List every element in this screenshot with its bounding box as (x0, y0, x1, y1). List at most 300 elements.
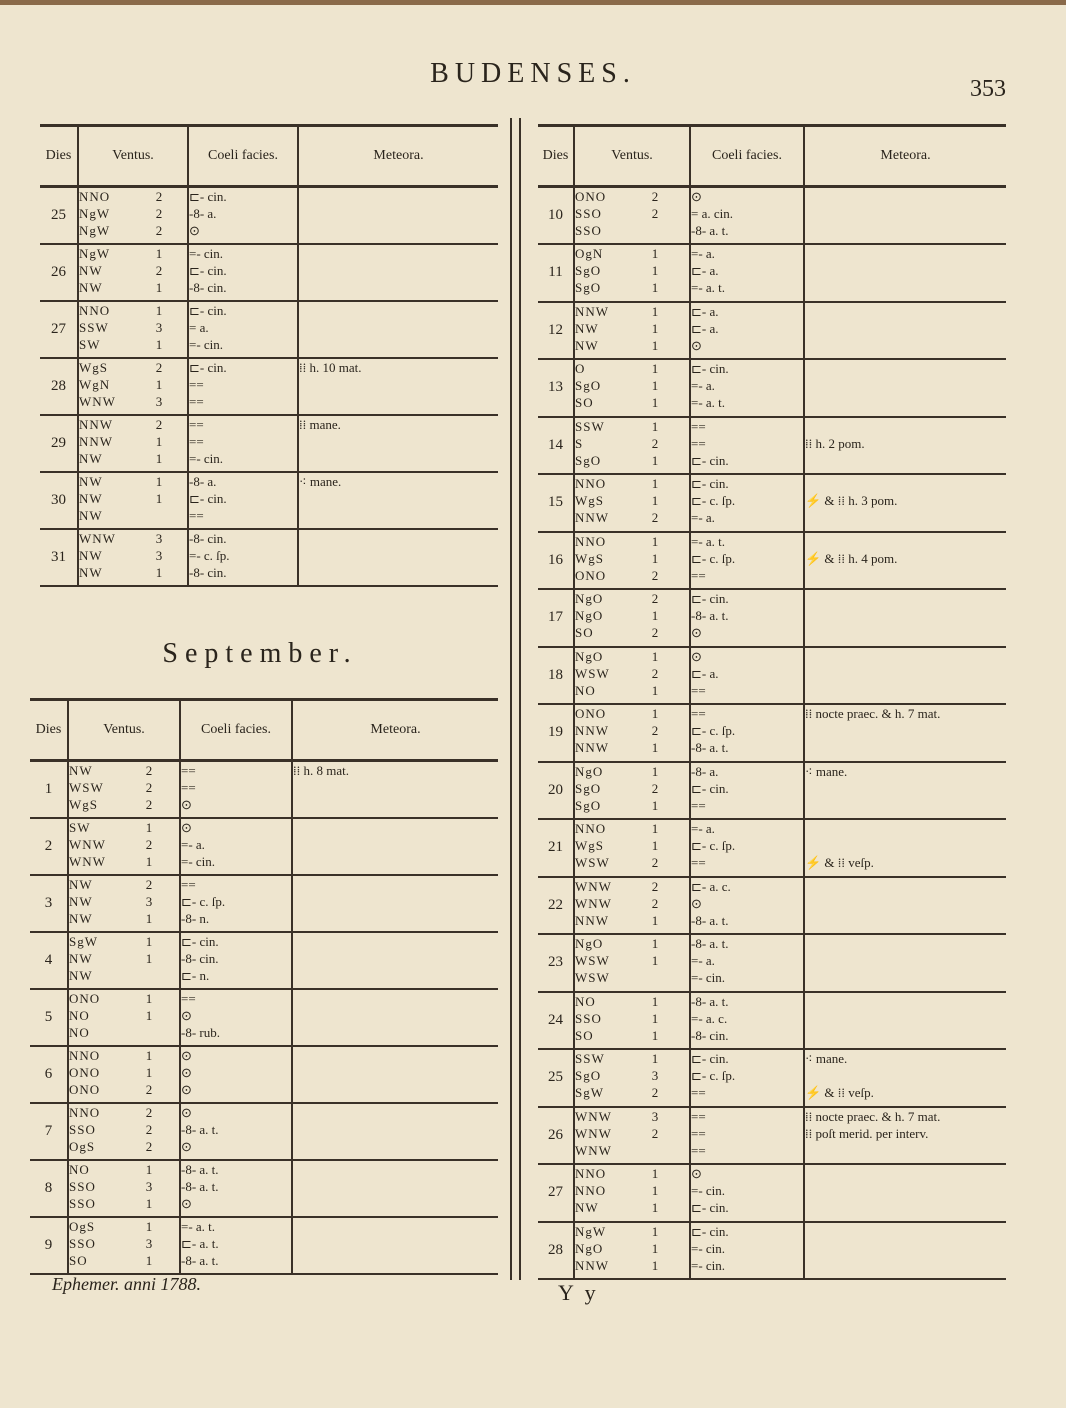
sky-cell (188, 415, 298, 472)
sky-entry: == (691, 1125, 706, 1141)
meteora-cell (804, 1049, 1006, 1107)
wind-strength: 1 (651, 303, 659, 319)
wind-line (79, 564, 187, 581)
sky-cell (180, 875, 292, 932)
wind-direction: ONO (575, 189, 607, 204)
wind-line (575, 418, 689, 435)
wind-cell (78, 244, 188, 301)
wind-direction: NgO (575, 763, 604, 779)
wind-direction: SgW (69, 933, 98, 949)
wind-line (575, 993, 689, 1010)
september-left-table (30, 698, 498, 1275)
wind-strength: 2 (145, 780, 153, 795)
meteora-cell (292, 761, 498, 818)
wind-line (69, 1178, 179, 1195)
wind-strength: 1 (651, 740, 659, 755)
sky-entry: ⊙ (691, 625, 702, 640)
wind-direction: ONO (69, 990, 101, 1006)
sky-cell (690, 819, 804, 877)
wind-direction: NO (69, 1007, 90, 1023)
wind-direction: WSW (575, 855, 610, 870)
sky-cell (690, 992, 804, 1050)
sky-entry: = a. cin. (691, 206, 733, 221)
day-row (30, 761, 498, 818)
wind-cell (68, 932, 180, 989)
wind-line (69, 779, 179, 796)
sky-entry: ⊏- a. (691, 303, 719, 319)
day-number: 18 (538, 647, 574, 705)
day-number: 26 (40, 244, 78, 301)
sky-entry: -8- cin. (181, 950, 219, 966)
day-row (30, 1046, 498, 1103)
wind-direction: NNO (69, 1047, 101, 1063)
wind-cell (574, 302, 690, 360)
sky-entry: -8- a. t. (691, 993, 729, 1009)
col-meteora: Meteora. (292, 700, 498, 761)
day-number: 28 (538, 1222, 574, 1280)
day-row (538, 1049, 1006, 1107)
sky-cell (690, 1107, 804, 1165)
day-number: 15 (538, 474, 574, 532)
sky-entry: ⊏- n. (181, 967, 210, 983)
sky-entry: =- a. t. (691, 533, 726, 549)
wind-line (69, 1195, 179, 1212)
wind-direction: NW (575, 1200, 599, 1215)
wind-direction: SgW (575, 1085, 604, 1100)
wind-direction: O (575, 361, 586, 376)
wind-direction: WSW (69, 780, 104, 795)
sky-entry: == (181, 990, 196, 1006)
day-number: 28 (40, 358, 78, 415)
meteora-cell (292, 932, 498, 989)
wind-strength (643, 969, 667, 986)
sky-entry: -8- n. (181, 910, 210, 926)
wind-line (69, 1235, 179, 1252)
wind-direction: SgO (575, 797, 602, 813)
wind-cell (68, 1217, 180, 1274)
meteora-cell (292, 1160, 498, 1217)
meteora-cell (804, 302, 1006, 360)
day-row (538, 647, 1006, 705)
wind-direction: NW (69, 910, 93, 926)
wind-strength: 1 (145, 933, 153, 949)
wind-direction: NNW (575, 1257, 610, 1273)
wind-line (69, 762, 179, 779)
wind-strength: 1 (651, 1183, 659, 1198)
wind-strength: 1 (651, 452, 659, 468)
wind-direction: NgW (79, 206, 111, 221)
col-ventus: Ventus. (574, 126, 690, 187)
wind-direction: WNW (79, 393, 116, 409)
day-row (538, 934, 1006, 992)
wind-direction: NW (69, 967, 93, 983)
sky-entry: ⊏- cin. (691, 1200, 729, 1215)
wind-line (575, 222, 689, 239)
day-row (30, 1103, 498, 1160)
wind-strength: 2 (651, 665, 659, 681)
wind-direction: NNW (575, 303, 610, 319)
wind-strength: 2 (651, 1125, 659, 1141)
day-number: 30 (40, 472, 78, 529)
wind-line (575, 648, 689, 665)
meteora-cell (298, 472, 498, 529)
wind-cell (574, 704, 690, 762)
wind-strength: 2 (651, 206, 659, 221)
wind-strength: 1 (651, 476, 659, 491)
day-number: 25 (538, 1049, 574, 1107)
sky-entry: == (691, 797, 706, 813)
wind-direction: WgS (575, 838, 604, 853)
wind-strength: 1 (651, 1010, 659, 1026)
wind-line (69, 1138, 179, 1155)
wind-strength: 1 (155, 245, 163, 261)
wind-cell (68, 989, 180, 1046)
wind-direction: SSW (575, 1051, 605, 1066)
day-row (40, 529, 498, 586)
meteora-cell (298, 244, 498, 301)
wind-strength: 1 (145, 1064, 153, 1080)
wind-line (79, 547, 187, 564)
day-row (30, 989, 498, 1046)
day-number: 17 (538, 589, 574, 647)
sky-entry: == (181, 780, 196, 795)
wind-line (575, 624, 689, 641)
sky-entry: ⊏- cin. (181, 933, 219, 949)
sky-entry: -8- a. (691, 763, 719, 779)
sky-entry: ⊏- cin. (691, 1223, 729, 1239)
wind-strength: 1 (145, 990, 153, 1006)
wind-line (575, 682, 689, 699)
wind-line (79, 376, 187, 393)
meteora-entry: ⚡ & ⁞⁞ h. 4 pom. (805, 550, 898, 566)
wind-strength: 2 (145, 763, 153, 778)
wind-line (575, 492, 689, 509)
meteora-entry (805, 533, 1006, 550)
september-right-table (538, 124, 1006, 1280)
sky-cell (690, 1164, 804, 1222)
meteora-cell (804, 244, 1006, 302)
wind-line (69, 933, 179, 950)
table-header-row (30, 700, 498, 761)
wind-strength: 1 (651, 706, 659, 721)
wind-direction: SSO (69, 1195, 96, 1211)
wind-strength: 2 (145, 797, 153, 812)
day-row (538, 474, 1006, 532)
wind-strength: 2 (651, 780, 659, 796)
wind-strength (643, 222, 667, 239)
wind-line (575, 739, 689, 756)
wind-strength: 1 (155, 279, 163, 295)
col-coeli-facies: Coeli facies. (180, 700, 292, 761)
wind-strength: 1 (651, 533, 659, 549)
wind-strength: 1 (651, 821, 659, 836)
day-number: 24 (538, 992, 574, 1050)
wind-strength: 2 (651, 855, 659, 870)
sky-entry: == (181, 763, 196, 778)
sky-entry: =- a. (181, 836, 205, 852)
sky-entry: =- c. ſp. (189, 547, 230, 563)
meteora-entry: ⚡ & ⁞⁞ veſp. (805, 855, 874, 870)
meteora-cell (298, 415, 498, 472)
meteora-cell (804, 934, 1006, 992)
wind-strength: 1 (651, 912, 659, 928)
wind-strength: 2 (155, 189, 163, 204)
sky-entry: ⊏- cin. (189, 359, 227, 375)
wind-direction: NNO (69, 1104, 101, 1120)
wind-strength: 1 (651, 936, 659, 951)
wind-line (79, 302, 187, 319)
wind-line (575, 935, 689, 952)
sky-cell (180, 818, 292, 875)
wind-direction: NW (575, 320, 599, 336)
wind-line (69, 1121, 179, 1138)
sky-entry: == (691, 418, 706, 434)
wind-direction: WNW (79, 530, 116, 546)
wind-strength: 1 (651, 1223, 659, 1239)
wind-strength: 1 (651, 608, 659, 623)
meteora-entry: ⁞⁞ h. 8 mat. (293, 763, 349, 778)
sky-entry: =- cin. (181, 853, 216, 869)
day-number: 22 (538, 877, 574, 935)
wind-line (69, 819, 179, 836)
wind-line (79, 507, 187, 524)
sky-entry: ⊏- c. ſp. (691, 550, 736, 566)
day-number: 20 (538, 762, 574, 820)
wind-direction: NNO (575, 821, 607, 836)
meteora-cell (804, 877, 1006, 935)
col-dies: Dies (30, 700, 68, 761)
sky-entry: ⊙ (181, 1007, 192, 1023)
wind-direction: WgS (575, 493, 604, 508)
wind-line (575, 303, 689, 320)
wind-line (575, 509, 689, 526)
sky-cell (188, 244, 298, 301)
col-ventus: Ventus. (78, 126, 188, 187)
wind-direction: SSW (575, 418, 605, 434)
table-header-row (538, 126, 1006, 187)
day-row (538, 1164, 1006, 1222)
wind-line (575, 705, 689, 722)
wind-line (79, 473, 187, 490)
day-number: 23 (538, 934, 574, 992)
wind-line (575, 205, 689, 222)
day-number: 19 (538, 704, 574, 762)
sky-entry: -8- a. t. (691, 223, 729, 238)
meteora-cell (292, 989, 498, 1046)
meteora-entry: ⁖ mane. (299, 473, 342, 489)
sky-entry: ⊙ (189, 223, 200, 238)
col-meteora: Meteora. (804, 126, 1006, 187)
sky-cell (180, 761, 292, 818)
wind-line (575, 1165, 689, 1182)
wind-line (575, 1050, 689, 1067)
wind-strength: 2 (651, 567, 659, 583)
signature-mark: Y y (558, 1280, 599, 1305)
wind-strength: 1 (155, 376, 163, 392)
wind-direction: SSO (575, 1010, 602, 1026)
wind-line (575, 1182, 689, 1199)
day-row (538, 532, 1006, 590)
sky-entry: ⊙ (181, 819, 192, 835)
day-row (538, 1107, 1006, 1165)
sky-entry: ⊏- a. (691, 665, 719, 681)
sky-entry: == (189, 416, 204, 432)
wind-strength: 2 (155, 262, 163, 278)
wind-cell (574, 1107, 690, 1165)
day-row (538, 244, 1006, 302)
sky-cell (690, 762, 804, 820)
wind-line (575, 550, 689, 567)
wind-strength: 1 (145, 1047, 153, 1063)
wind-line (575, 1257, 689, 1274)
wind-strength: 1 (651, 1257, 659, 1273)
wind-strength: 1 (651, 682, 659, 698)
wind-direction: SSO (575, 206, 602, 221)
wind-line (575, 1125, 689, 1142)
wind-direction: NgO (575, 648, 604, 664)
meteora-cell (804, 359, 1006, 417)
wind-cell (78, 415, 188, 472)
sky-entry: ⊏- cin. (691, 361, 729, 376)
sky-entry: -8- rub. (181, 1024, 220, 1040)
wind-direction: NW (575, 337, 599, 353)
wind-line (575, 590, 689, 607)
wind-direction: WNW (69, 853, 106, 869)
sky-cell (690, 589, 804, 647)
wind-strength: 2 (145, 1104, 153, 1120)
wind-direction: NW (69, 876, 93, 892)
wind-direction: NW (79, 450, 103, 466)
wind-direction: SW (69, 819, 91, 835)
wind-strength: 1 (651, 838, 659, 853)
wind-direction: NO (69, 1161, 90, 1177)
wind-cell (78, 472, 188, 529)
wind-strength: 3 (651, 1108, 659, 1124)
wind-line (69, 910, 179, 927)
day-row (538, 992, 1006, 1050)
wind-strength: 3 (155, 547, 163, 563)
wind-line (79, 205, 187, 222)
meteora-entry (805, 837, 1006, 854)
wind-line (69, 967, 179, 984)
sky-entry: ⊏- cin. (691, 780, 729, 796)
day-row (40, 358, 498, 415)
day-number: 4 (30, 932, 68, 989)
meteora-entry (805, 475, 1006, 492)
wind-line (79, 279, 187, 296)
meteora-cell (804, 1164, 1006, 1222)
wind-cell (574, 877, 690, 935)
wind-line (575, 1240, 689, 1257)
wind-direction: NNO (79, 189, 111, 204)
day-number: 13 (538, 359, 574, 417)
sky-entry: -8- a. t. (691, 608, 729, 623)
wind-direction: NW (69, 950, 93, 966)
sky-cell (690, 532, 804, 590)
wind-strength: 2 (155, 223, 163, 238)
day-number: 7 (30, 1103, 68, 1160)
wind-strength: 2 (651, 189, 659, 204)
wind-cell (574, 992, 690, 1050)
sky-entry: ⊏- c. ſp. (691, 1068, 736, 1083)
wind-line (79, 222, 187, 239)
wind-strength: 2 (145, 1138, 153, 1154)
sky-entry: -8- a. t. (691, 912, 729, 928)
footer-ephemer: Ephemer. anni 1788. (52, 1274, 201, 1294)
wind-strength: 1 (651, 493, 659, 508)
column-divider (510, 118, 521, 1280)
meteora-entry: ⁞⁞ h. 10 mat. (299, 359, 362, 375)
wind-strength: 1 (651, 378, 659, 393)
wind-cell (574, 1222, 690, 1280)
sky-entry: =- a. (691, 378, 715, 393)
wind-direction: SO (575, 1027, 594, 1043)
wind-line (69, 1047, 179, 1064)
sky-cell (690, 187, 804, 245)
wind-strength: 1 (651, 280, 659, 295)
col-dies: Dies (538, 126, 574, 187)
wind-line (69, 1252, 179, 1269)
wind-direction: WgS (69, 797, 98, 812)
day-row (538, 704, 1006, 762)
sky-entry: -8- a. t. (691, 936, 729, 951)
sky-entry: =- a. t. (691, 280, 726, 295)
wind-direction: WSW (575, 665, 610, 681)
day-row (538, 302, 1006, 360)
wind-strength: 1 (651, 648, 659, 664)
wind-line (575, 1067, 689, 1084)
wind-direction: WNW (69, 836, 106, 852)
sky-entry: =- a. t. (181, 1218, 216, 1234)
sky-entry: ⊏- a. t. (181, 1235, 219, 1251)
wind-strength: 2 (651, 435, 659, 451)
wind-direction: NNO (575, 533, 607, 549)
day-number: 29 (40, 415, 78, 472)
wind-cell (78, 358, 188, 415)
day-row (30, 818, 498, 875)
day-number: 8 (30, 1160, 68, 1217)
wind-direction: WSW (575, 953, 610, 968)
sky-entry: ⊏- c. ſp. (181, 893, 226, 909)
wind-strength: 1 (651, 763, 659, 779)
day-row (538, 877, 1006, 935)
sky-cell (690, 244, 804, 302)
wind-line (79, 450, 187, 467)
wind-direction: WSW (575, 970, 610, 985)
wind-direction: NNO (575, 476, 607, 491)
wind-direction: WNW (575, 1142, 612, 1158)
sky-entry: ⊏- cin. (691, 452, 729, 468)
meteora-cell (292, 1217, 498, 1274)
wind-direction: NW (79, 547, 103, 563)
sky-entry: ⊏- c. ſp. (691, 838, 736, 853)
wind-direction: S (575, 435, 584, 451)
day-number: 27 (40, 301, 78, 358)
wind-strength: 1 (145, 1195, 153, 1211)
wind-strength: 1 (651, 361, 659, 376)
sky-cell (188, 187, 298, 244)
wind-line (79, 188, 187, 205)
meteora-cell (298, 301, 498, 358)
meteora-entry: ⁞⁞ nocte praec. & h. 7 mat. (805, 1108, 941, 1124)
wind-line (575, 837, 689, 854)
wind-strength: 1 (651, 337, 659, 353)
wind-line (575, 969, 689, 986)
wind-line (575, 245, 689, 262)
wind-line (575, 1010, 689, 1027)
day-number: 14 (538, 417, 574, 475)
sky-entry: -8- a. (189, 473, 217, 489)
